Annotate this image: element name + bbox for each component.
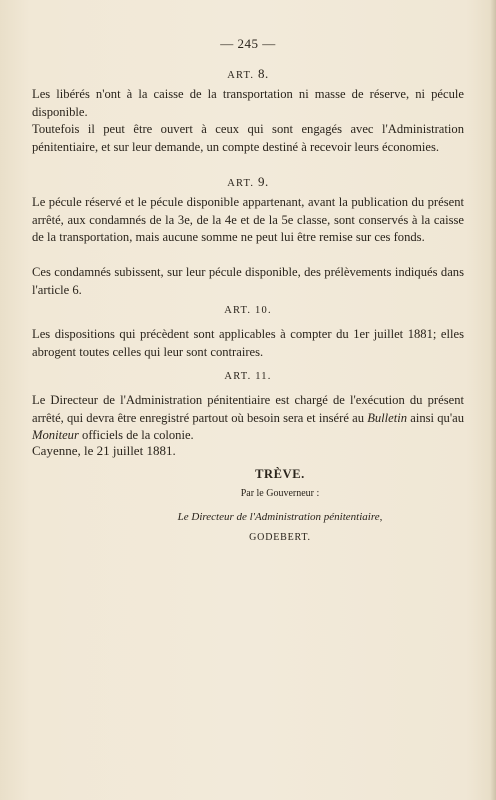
article-8-paragraph-1: Les libérés n'ont à la caisse de la transportation ni masse de réserve, ni pécule disponible. bbox=[32, 87, 464, 119]
article-11-text-2: ainsi qu'au bbox=[407, 410, 464, 425]
article-10-heading: ART. 10. bbox=[224, 305, 272, 316]
page-number: — 245 — bbox=[220, 36, 276, 51]
article-11-text-3: officiels de la colonie. bbox=[78, 428, 194, 443]
bulletin-italic: Bulletin bbox=[367, 410, 408, 425]
article-11-heading: ART. 11. bbox=[224, 371, 272, 382]
article-10-paragraph: Les dispositions qui précèdent sont applicables à compter du 1er juillet 1881; elles abrogent toutes celles qui leur sont contraires. bbox=[32, 327, 464, 359]
article-8-prefix: ART. bbox=[227, 70, 255, 81]
page-edge-shadow bbox=[490, 0, 496, 800]
article-8-heading bbox=[0, 66, 496, 82]
moniteur-italic: Moniteur bbox=[32, 428, 79, 443]
by-governor-line: Par le Gouverneur : bbox=[240, 488, 320, 499]
article-11-paragraph bbox=[32, 392, 464, 445]
article-8-number: 8. bbox=[258, 66, 269, 81]
article-9-paragraph-1: Le pécule réservé et le pécule disponible appartenant, avant la publication du présent arrêté, aux condamnés de la 3e, de la 4e et de la 5e classe, sont conservés à la caisse de la transportation, mais aucune somme ne peut lui être remise sur ces fonds. bbox=[32, 195, 464, 245]
article-9-number: 9. bbox=[258, 174, 269, 189]
director-name: GODEBERT. bbox=[249, 532, 311, 543]
article-9-paragraph-2: Ces condamnés subissent, sur leur pécule disponible, des prélèvements indiqués dans l'article 6. bbox=[32, 265, 464, 297]
governor-name: TRÈVE. bbox=[255, 467, 305, 481]
director-title: Le Directeur de l'Administration pénitentiaire, bbox=[177, 511, 383, 523]
article-11-text-1: Le Directeur de l'Administration pénitentiaire est chargé de l'exécution du présent arrêté, qui devra être enregistré partout où besoin sera et inséré au bbox=[32, 393, 464, 425]
article-9-prefix: ART. bbox=[227, 178, 255, 189]
date-line: Cayenne, le 21 juillet 1881. bbox=[32, 443, 176, 458]
article-9-heading bbox=[0, 174, 496, 190]
article-8-paragraph-2: Toutefois il peut être ouvert à ceux qui sont engagés avec l'Administration pénitentiaire, et sur leur demande, un compte destiné à recevoir leurs économies. bbox=[32, 122, 464, 154]
